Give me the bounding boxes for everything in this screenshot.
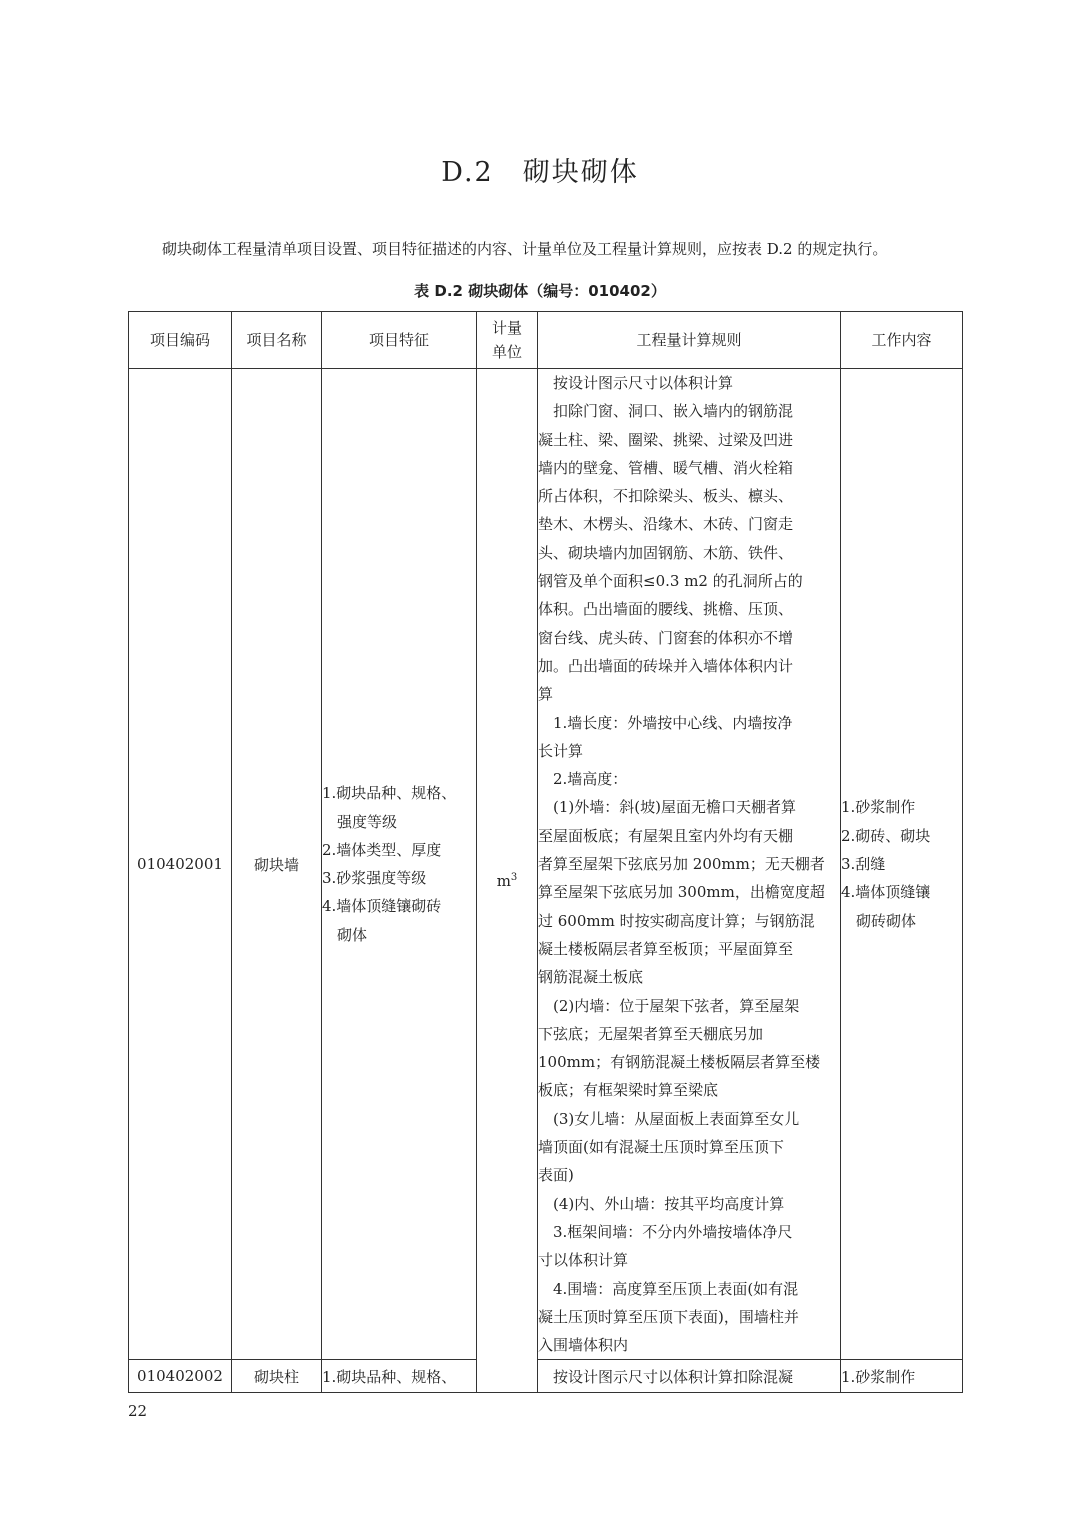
feature-line: 3.砂浆强度等级 <box>322 869 427 888</box>
row-features <box>322 369 477 1360</box>
rule-line: 凝土柱、梁、圈梁、挑梁、过梁及凹进 <box>538 430 794 449</box>
feature-line: 4.墙体顶缝镶砌砖 <box>322 897 442 916</box>
rule-line: 所占体积，不扣除梁头、板头、檩头、 <box>538 487 794 506</box>
header-code: 项目编码 <box>129 312 232 369</box>
feature-line: 1.砌块品种、规格、 <box>322 784 457 803</box>
work-line: 2.砌砖、砌块 <box>841 826 931 845</box>
rule-line: 加。凸出墙面的砖垛并入墙体体积内计 <box>538 656 794 675</box>
rule-line: (3)女儿墙：从屋面板上表面算至女儿 <box>538 1109 800 1128</box>
rule-line: 3.框架间墙：不分内外墙按墙体净尺 <box>538 1222 793 1241</box>
rule-line: (1)外墙：斜(坡)屋面无檐口天棚者算 <box>538 798 796 817</box>
header-features: 项目特征 <box>322 312 477 369</box>
row-name: 砌块柱 <box>232 1360 322 1393</box>
header-rules: 工程量计算规则 <box>538 312 841 369</box>
rule-line: 凝土楼板隔层者算至板顶；平屋面算至 <box>538 939 794 958</box>
rule-line: 表面) <box>538 1166 574 1185</box>
header-unit <box>477 312 538 369</box>
rule-line: 算 <box>538 685 554 704</box>
row-rules <box>538 369 841 1360</box>
row-name: 砌块墙 <box>232 369 322 1360</box>
rule-line: 钢筋混凝土板底 <box>538 968 644 987</box>
table-row <box>129 369 963 1360</box>
row-code: 010402001 <box>129 369 232 1360</box>
row-work <box>841 369 963 1360</box>
rule-line: 体积。凸出墙面的腰线、挑檐、压顶、 <box>538 600 794 619</box>
rule-line: 墙顶面(如有混凝土压顶时算至压顶下 <box>538 1138 784 1157</box>
rule-line: 按设计图示尺寸以体积计算 <box>538 374 734 392</box>
table-header-row <box>129 312 963 369</box>
rule-line: (4)内、外山墙：按其平均高度计算 <box>538 1194 785 1213</box>
work-line: 砌砖砌体 <box>841 911 917 930</box>
rule-line: 头、砌块墙内加固钢筋、木筋、铁件、 <box>538 543 794 562</box>
rule-line: 算至屋架下弦底另加 300mm，出檐宽度超 <box>538 883 825 902</box>
row-features: 1.砌块品种、规格、 <box>322 1360 477 1393</box>
rule-line: 入围墙体积内 <box>538 1336 629 1355</box>
unit-base: m <box>496 871 511 890</box>
page-number: 22 <box>128 1402 148 1420</box>
work-line: 1.砂浆制作 <box>841 798 916 817</box>
table-row <box>129 1360 963 1393</box>
rule-line: 下弦底；无屋架者算至天棚底另加 <box>538 1024 764 1043</box>
rule-line: (2)内墙：位于屋架下弦者，算至屋架 <box>538 996 800 1015</box>
rule-line: 2.墙高度： <box>538 770 628 789</box>
work-list <box>841 793 962 934</box>
rule-line: 1.墙长度：外墙按中心线、内墙按净 <box>538 713 793 732</box>
row-code: 010402002 <box>129 1360 232 1393</box>
section-title: D.2 砌块砌体 <box>441 157 639 188</box>
work-line: 4.墙体顶缝镶 <box>841 883 931 902</box>
header-name: 项目名称 <box>232 312 322 369</box>
row-work: 1.砂浆制作 <box>841 1360 963 1393</box>
row-unit <box>477 369 538 1393</box>
feature-line: 强度等级 <box>322 812 398 831</box>
rule-line: 100mm；有钢筋混凝土楼板隔层者算至楼 <box>538 1053 821 1072</box>
rule-line: 垫木、木楞头、沿缘木、木砖、门窗走 <box>538 515 794 534</box>
feature-line: 2.墙体类型、厚度 <box>322 840 442 859</box>
masonry-block-table <box>128 311 963 1393</box>
header-unit-line1: 计量 <box>491 319 522 337</box>
rule-line: 长计算 <box>538 741 584 760</box>
rule-line: 过 600mm 时按实砌高度计算；与钢筋混 <box>538 911 815 930</box>
unit-exponent: 3 <box>510 871 518 883</box>
rule-line: 窗台线、虎头砖、门窗套的体积亦不增 <box>538 628 794 647</box>
row-rules: 按设计图示尺寸以体积计算扣除混凝 <box>538 1360 841 1393</box>
header-unit-line2: 单位 <box>491 343 522 361</box>
rule-line: 寸以体积计算 <box>538 1251 629 1270</box>
rule-line: 扣除门窗、洞口、嵌入墙内的钢筋混 <box>538 402 794 421</box>
rule-line: 至屋面板底；有屋架且室内外均有天棚 <box>538 826 794 845</box>
rule-line: 墙内的壁龛、管槽、暖气槽、消火栓箱 <box>538 458 794 477</box>
rule-line: 者算至屋架下弦底另加 200mm；无天棚者 <box>538 855 825 874</box>
work-line: 3.刮缝 <box>841 855 886 874</box>
intro-paragraph: 砌块砌体工程量清单项目设置、项目特征描述的内容、计量单位及工程量计算规则，应按表 D.2 的规定执行。 <box>162 240 888 258</box>
header-work: 工作内容 <box>841 312 963 369</box>
rule-line: 凝土压顶时算至压顶下表面)，围墙柱并 <box>538 1307 799 1326</box>
feature-line: 砌体 <box>322 925 368 944</box>
rules-list <box>538 369 840 1359</box>
rule-line: 板底；有框架梁时算至梁底 <box>538 1081 719 1100</box>
features-list <box>322 779 476 949</box>
rule-line: 4.围墙：高度算至压顶上表面(如有混 <box>538 1279 799 1298</box>
rule-line: 钢管及单个面积≤0.3 m2 的孔洞所占的 <box>538 572 803 591</box>
table-caption: 表 D.2 砌块砌体（编号：010402） <box>414 282 666 300</box>
